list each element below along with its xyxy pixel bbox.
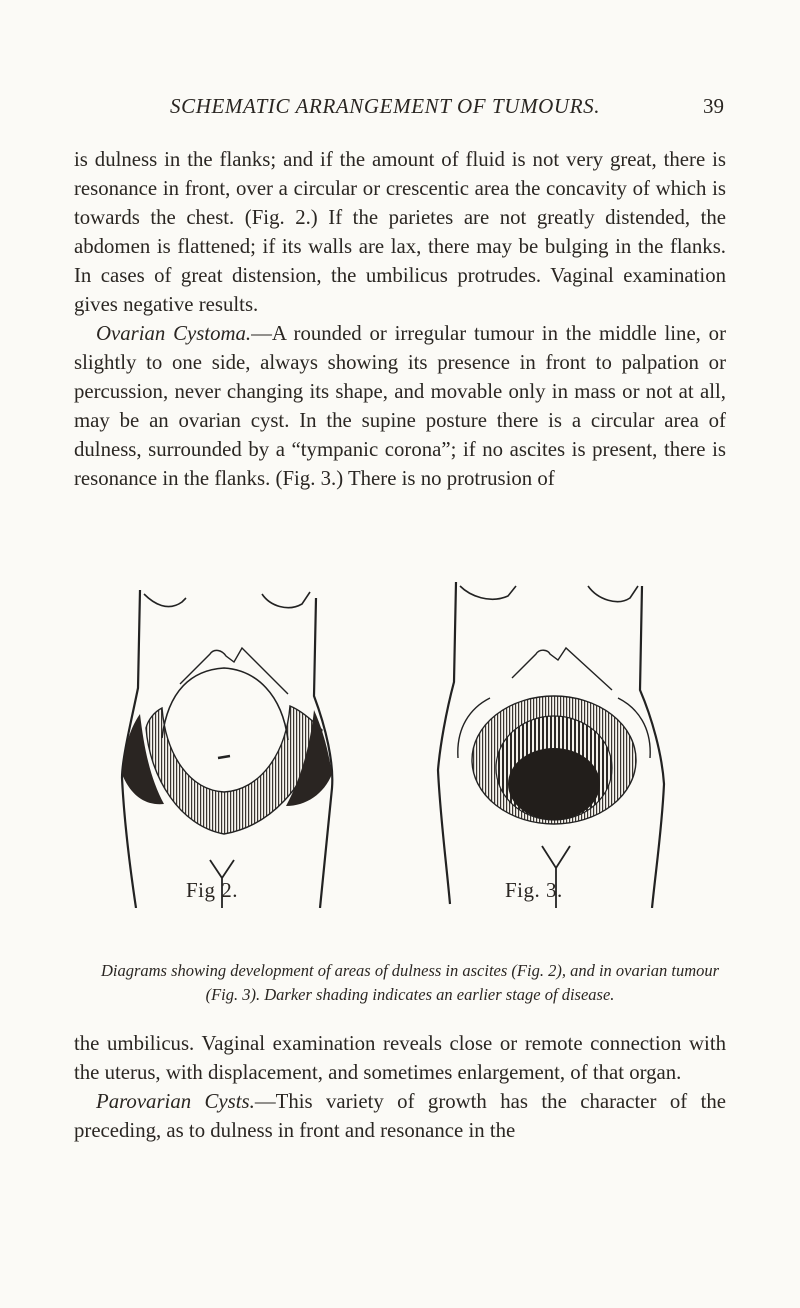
page-number: 39 bbox=[703, 94, 724, 118]
paragraph-text: —A rounded or irregular tumour in the middle line, or slightly to one side, always showing its presence in front to palpation or percussion, never changing its shape, and movable only in mass or not at all, may be an ovarian cyst. In the supine posture there is a circular area of dulness, surrounded by a “tympanic corona”; if no ascites is present, there is resonance in the flanks. (Fig. 3.) There is no protrusion of bbox=[74, 322, 726, 490]
figure-diagrams bbox=[110, 578, 690, 908]
paragraph-umbilicus: the umbilicus. Vaginal examination reveals close or remote connection with the uterus, with displacement, and sometimes enlargement, of that organ. bbox=[74, 1032, 726, 1084]
fig3-torso-left-outline bbox=[438, 582, 456, 904]
paragraph-ovarian-cystoma bbox=[74, 319, 726, 493]
fig2-resonance-crescent bbox=[162, 668, 288, 740]
running-head bbox=[0, 94, 800, 124]
fig3-ribcage-line bbox=[512, 648, 612, 690]
body-text-top bbox=[74, 145, 726, 493]
body-text-bottom bbox=[74, 1029, 726, 1145]
fig3-dark-core bbox=[508, 748, 600, 820]
paragraph-parovarian-cysts bbox=[74, 1087, 726, 1145]
fig2-rib-arc-right bbox=[262, 592, 310, 608]
paragraph-text: —This variety of growth has the character of the preceding, as to dulness in front and resonance in the bbox=[74, 1090, 726, 1142]
paragraph-ascites: is dulness in the flanks; and if the amount of fluid is not very great, there is resonance in front, over a circular or crescentic area the concavity of which is towards the chest. (Fig. 2.) If the parietes are not greatly distended, the abdomen is flattened; if its walls are lax, there may be bulging in the flanks. In cases of great distension, the umbilicus protrudes. Vaginal examination gives negative results. bbox=[74, 148, 726, 316]
fig2-rib-arc-left bbox=[144, 594, 186, 607]
section-heading-ovarian-cystoma: Ovarian Cystoma. bbox=[96, 322, 252, 345]
running-title: SCHEMATIC ARRANGEMENT OF TUMOURS. bbox=[170, 94, 601, 118]
fig3-rib-arc-left bbox=[460, 586, 516, 599]
figure-caption: Diagrams showing development of areas of dulness in ascites (Fig. 2), and in ovarian tumour (Fig. 3). Darker shading indicates an earlier stage of disease. bbox=[100, 961, 720, 1004]
fig3-rib-arc-right bbox=[588, 586, 638, 602]
figure-2-diagram bbox=[122, 590, 332, 908]
figure-3-diagram bbox=[438, 582, 664, 908]
fig2-umbilicus bbox=[218, 756, 230, 758]
figure-2-label: Fig 2. bbox=[186, 878, 239, 902]
section-heading-parovarian-cysts: Parovarian Cysts. bbox=[96, 1090, 255, 1113]
fig2-ribcage-line bbox=[180, 648, 288, 694]
fig2-dulness-area bbox=[146, 706, 322, 834]
figure-3-label: Fig. 3. bbox=[505, 878, 563, 902]
fig3-torso-right-outline bbox=[640, 586, 664, 908]
figure-group bbox=[110, 578, 690, 908]
